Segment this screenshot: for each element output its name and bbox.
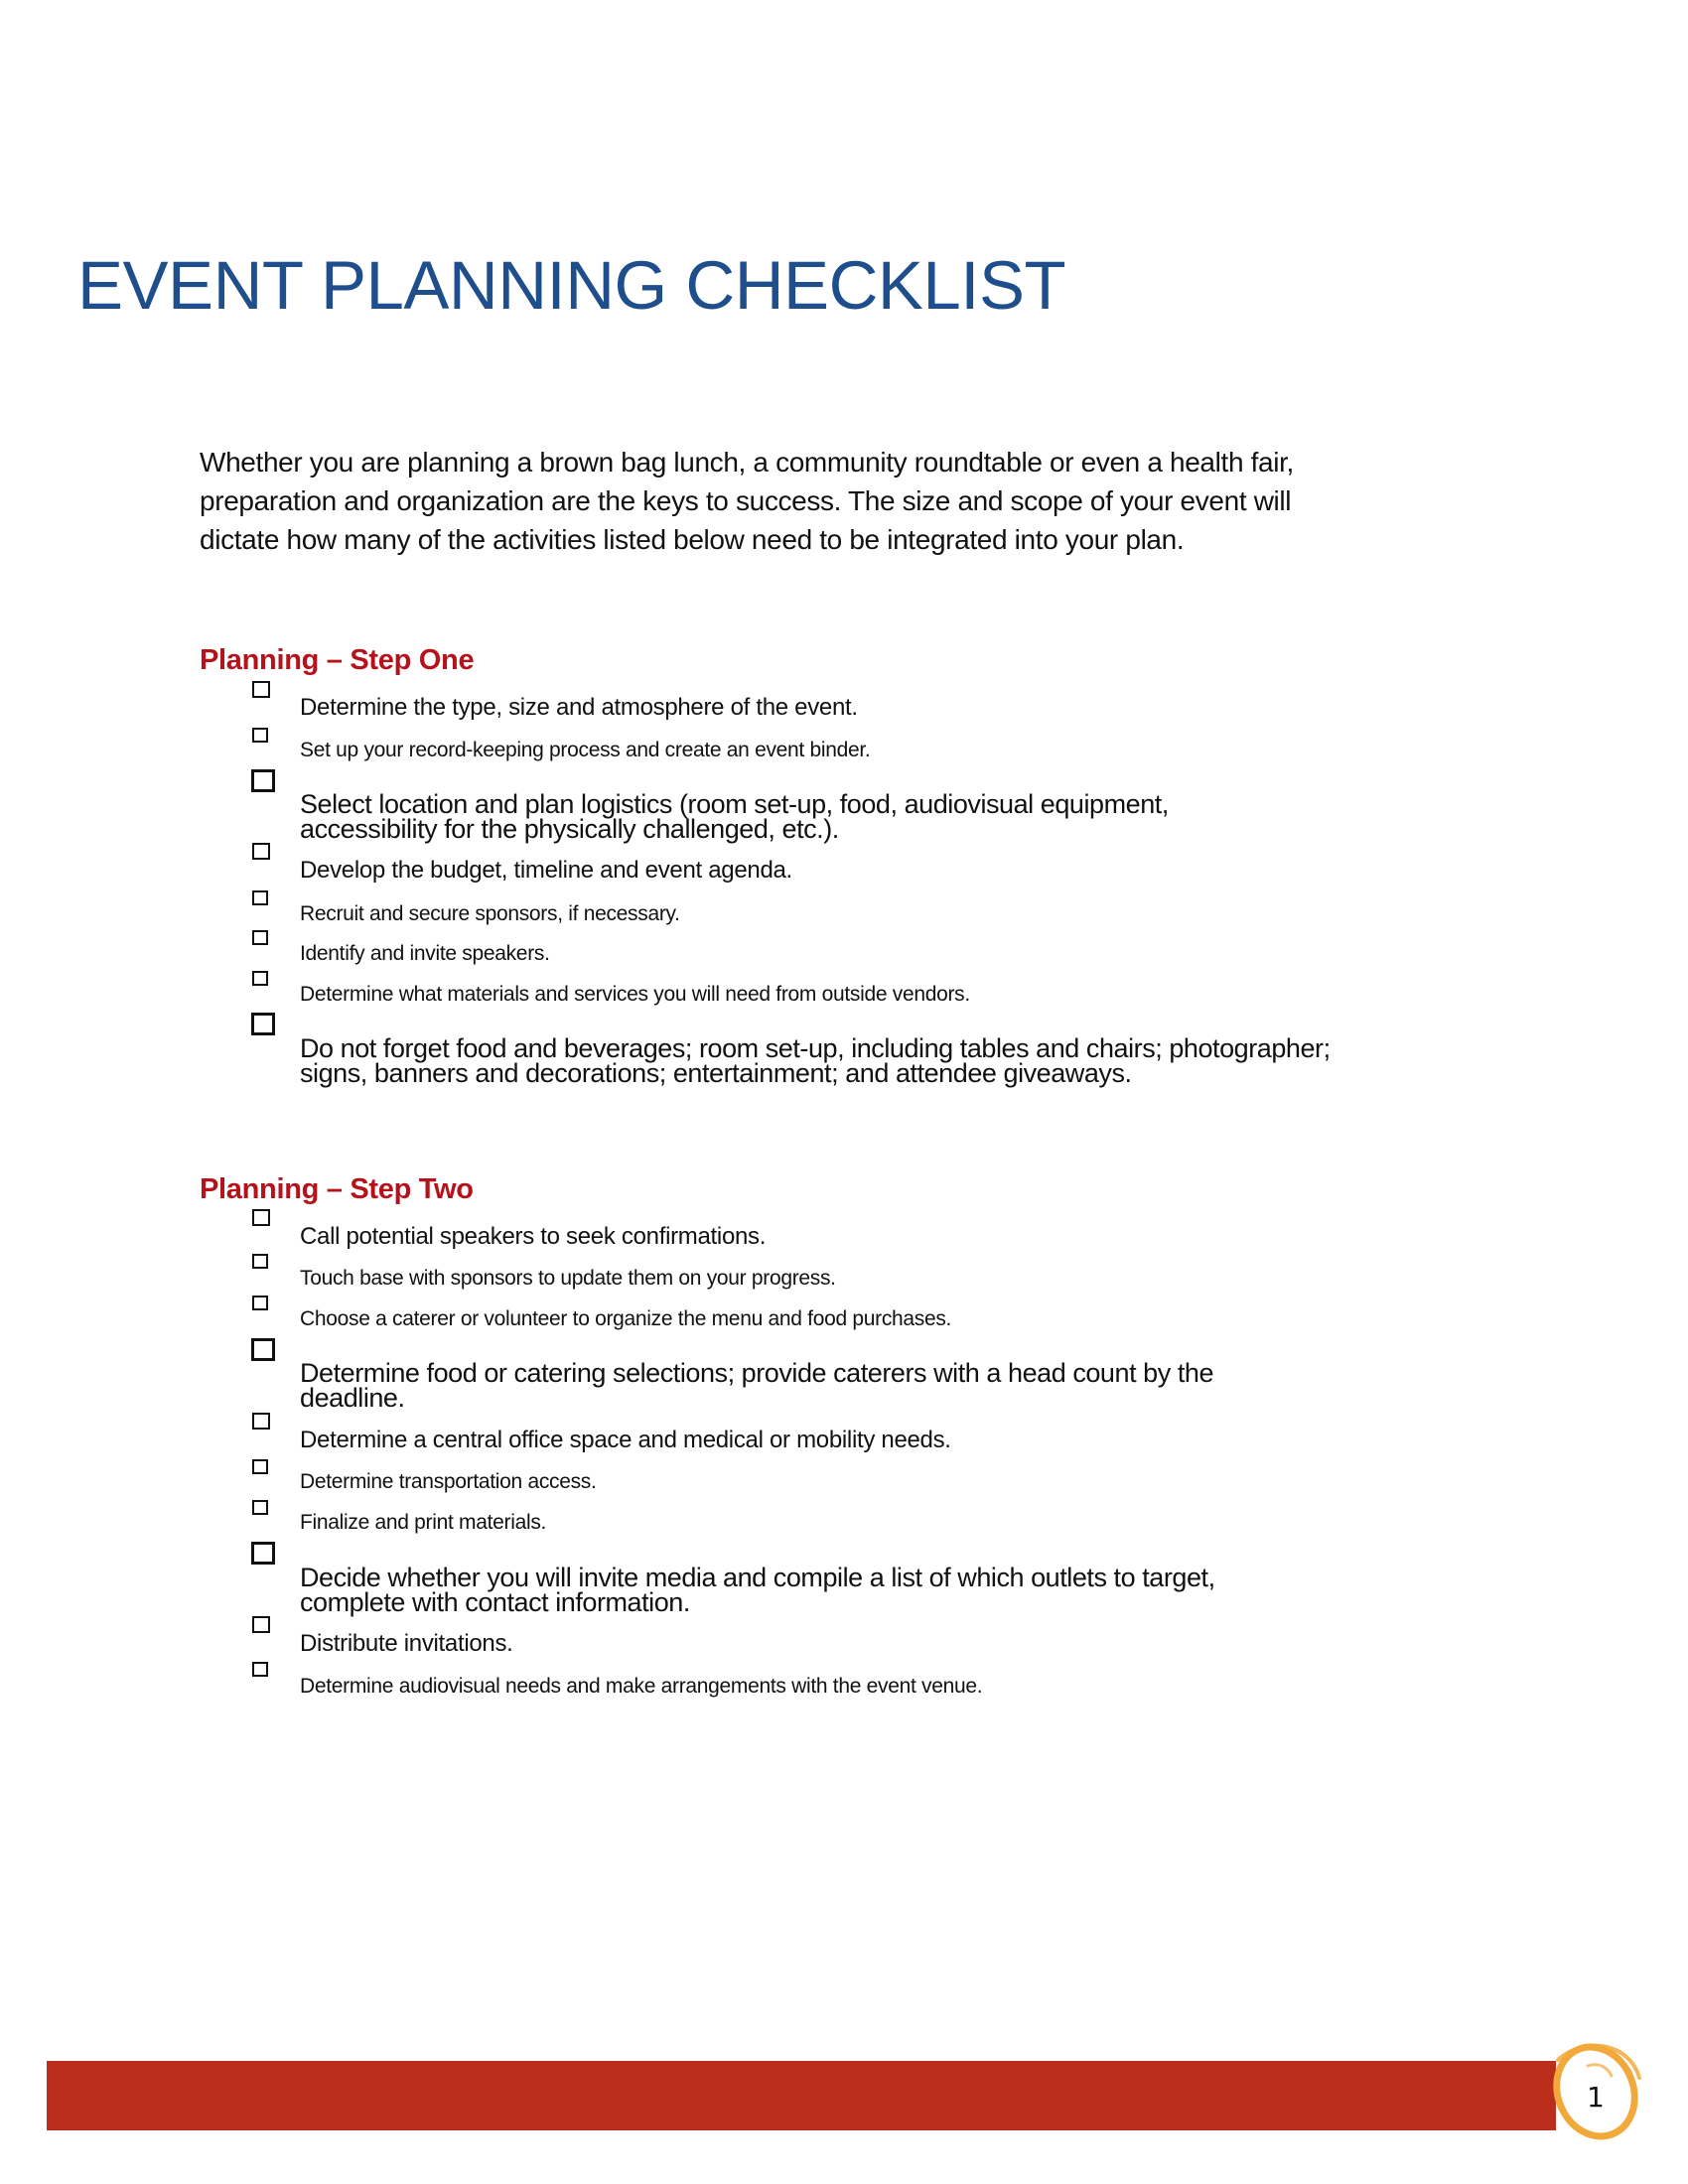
checkbox[interactable]: [252, 681, 270, 698]
page-title: EVENT PLANNING CHECKLIST: [77, 247, 1066, 324]
checklist-item: Determine a central office space and medical or mobility needs.: [300, 1427, 951, 1453]
checklist-item: Choose a caterer or volunteer to organize the menu and food purchases.: [300, 1307, 952, 1330]
checklist-item-line: accessibility for the physically challenged, etc.).: [300, 814, 839, 844]
checklist-item-line: complete with contact information.: [300, 1587, 690, 1617]
checkbox[interactable]: [252, 1413, 270, 1430]
footer-bar: [47, 2061, 1556, 2130]
checklist-item: Recruit and secure sponsors, if necessary.: [300, 902, 680, 925]
checklist-item: Finalize and print materials.: [300, 1511, 547, 1534]
checklist-item: [300, 1358, 1214, 1413]
checkbox[interactable]: [252, 1500, 268, 1515]
checklist-item-line: Do not forget food and beverages; room set-up, including tables and chairs; photographer;: [300, 1033, 1331, 1063]
checkbox[interactable]: [251, 1013, 275, 1035]
checkbox[interactable]: [252, 1209, 270, 1226]
checklist-item: Develop the budget, timeline and event agenda.: [300, 857, 792, 884]
intro-line: dictate how many of the activities listed below need to be integrated into your plan.: [200, 524, 1185, 555]
checklist-item: Set up your record-keeping process and create an event binder.: [300, 739, 871, 761]
checkbox[interactable]: [252, 1662, 268, 1677]
checklist-item: Determine the type, size and atmosphere of the event.: [300, 694, 858, 721]
intro-line: preparation and organization are the keys to success. The size and scope of your event will: [200, 485, 1292, 516]
checklist-item: [300, 789, 1169, 844]
intro-line: Whether you are planning a brown bag lunch, a community roundtable or even a health fair,: [200, 447, 1294, 478]
checkbox[interactable]: [252, 1254, 268, 1269]
checkbox[interactable]: [252, 728, 268, 743]
intro-paragraph: [200, 443, 1490, 559]
checklist-item: Identify and invite speakers.: [300, 942, 550, 965]
page-number: 1: [1587, 2081, 1605, 2114]
section-heading-step-one: Planning – Step One: [200, 644, 475, 676]
checklist-item: [300, 1563, 1215, 1617]
checklist-item: Touch base with sponsors to update them on your progress.: [300, 1267, 836, 1290]
checkbox[interactable]: [251, 1338, 275, 1361]
checkbox[interactable]: [252, 843, 270, 860]
section-heading-step-two: Planning – Step Two: [200, 1173, 474, 1205]
checkbox[interactable]: [252, 1459, 268, 1474]
checklist-item: Distribute invitations.: [300, 1630, 513, 1657]
checklist-item: Determine audiovisual needs and make arrangements with the event venue.: [300, 1675, 983, 1698]
checklist-item: Determine transportation access.: [300, 1470, 597, 1493]
checkbox[interactable]: [252, 971, 268, 986]
checklist-item-line: Determine food or catering selections; provide caterers with a head count by the: [300, 1358, 1214, 1388]
checkbox[interactable]: [251, 769, 275, 792]
checklist-item-line: deadline.: [300, 1383, 405, 1413]
checklist-item: [300, 1033, 1331, 1088]
checklist-item-line: Select location and plan logistics (room set-up, food, audiovisual equipment,: [300, 789, 1169, 819]
checklist-item: Call potential speakers to seek confirmations.: [300, 1223, 767, 1250]
checkbox[interactable]: [252, 1296, 268, 1310]
checklist-item-line: signs, banners and decorations; entertainment; and attendee giveaways.: [300, 1058, 1132, 1088]
checkbox[interactable]: [251, 1542, 275, 1565]
checklist-item-line: Decide whether you will invite media and compile a list of which outlets to target,: [300, 1563, 1215, 1592]
checkbox[interactable]: [252, 1616, 270, 1633]
checkbox[interactable]: [252, 890, 268, 905]
checklist-item: Determine what materials and services you will need from outside vendors.: [300, 983, 970, 1006]
checkbox[interactable]: [252, 930, 268, 945]
